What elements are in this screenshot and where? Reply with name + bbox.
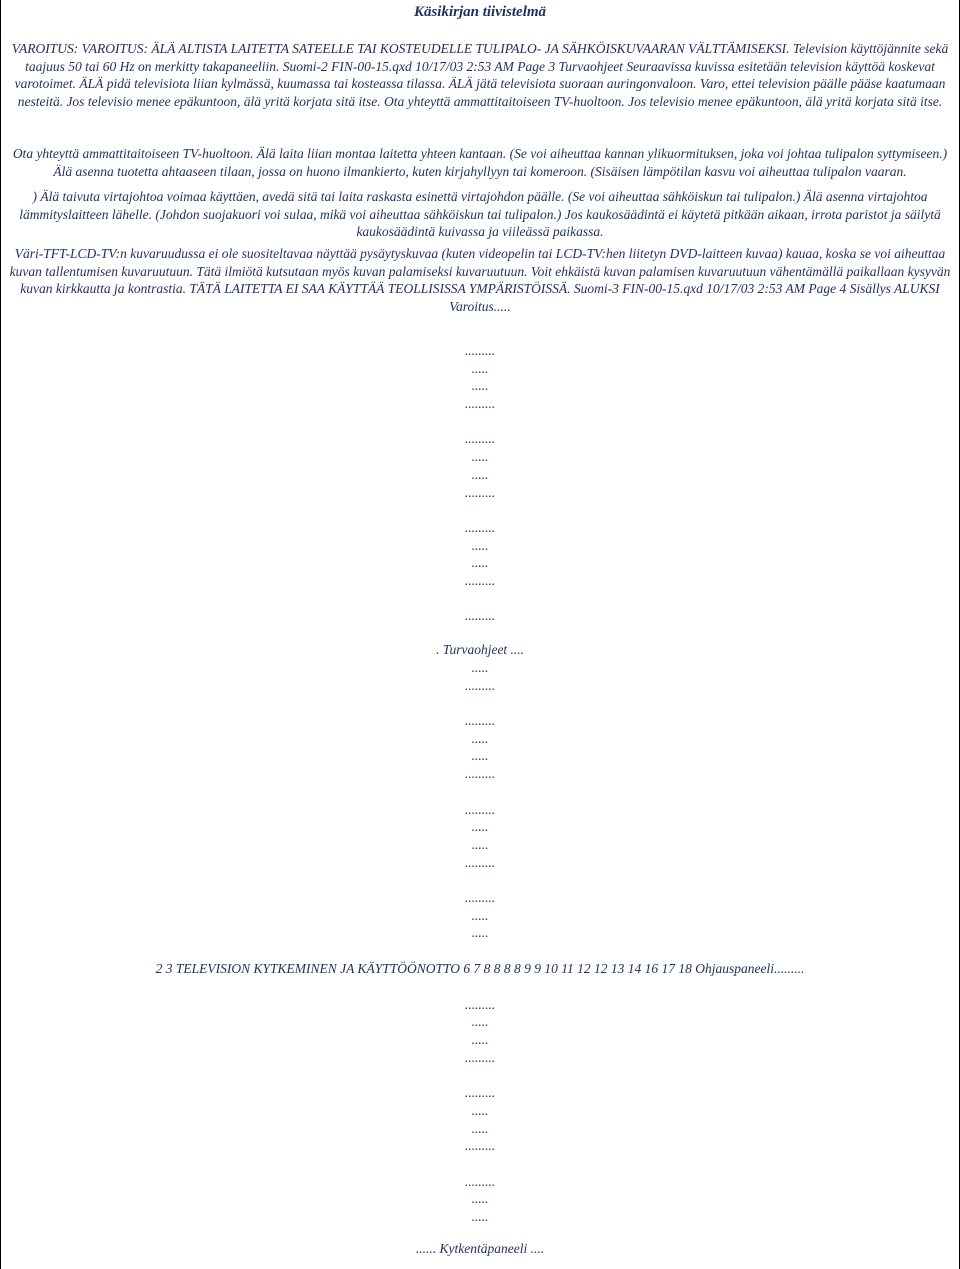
toc-dot-leader: ......... [464, 801, 496, 817]
toc-dot-leader [1, 978, 959, 996]
toc-dot-leader: ......... [464, 431, 496, 447]
toc-dot-leader [1, 1155, 959, 1173]
toc-dot-leader: ..... [471, 836, 489, 852]
paragraph-screen-burn: Väri-TFT-LCD-TV:n kuvaruudussa ei ole suositeltavaa näyttää pysäytyskuvaa (kuten videopelin tai LCD-TV:hen liitetyn DVD-laitteen kuvaa) kauaa, koska se voi aiheuttaa kuvan tallentumisen kuvaruutuun. Tätä ilmiötä kutsutaan myös kuvan palamiseksi kuvaruutuun. Voit ehkäistä kuvan palamisen kuvaruutuun vähentämällä paikallaan kysyvän kuvan kirkkautta ja kontrastia. TÄTÄ LAITETTA EI SAA KÄYTTÄÄ TEOLLISISSA YMPÄRISTÖISSÄ. Suomi-3 FIN-00-15.qxd 10/17/03 2:53 AM Page 4 Sisällys ALUKSI Varoitus..... [9, 246, 951, 314]
toc-dot-leader: ......... [464, 889, 496, 905]
toc-dot-leader: ..... [471, 466, 489, 482]
toc-dot-leader: ..... [471, 1014, 489, 1030]
toc-dot-leader: ..... [471, 907, 489, 923]
toc-dot-leader: ..... [471, 1032, 489, 1048]
toc-kytkeminen: 2 3 TELEVISION KYTKEMINEN JA KÄYTTÖÖNOTTO 6 7 8 8 8 8 9 9 10 11 12 12 13 14 16 17 18 Ohjauspaneeli......... [155, 961, 805, 976]
paragraph-ventilation: Ota yhteyttä ammattitaitoiseen TV-huoltoon. Älä laita liian montaa laitetta yhteen kantaan. (Se voi aiheuttaa kannan ylikuormituksen, joka voi johtaa tulipalon syttymiseen.) Älä asenna tuotetta ahtaaseen tilaan, jossa on huono ilmankierto, kuten kirjahyllyyn tai komeroon. (Sisäisen lämpötilan kasvu voi aiheuttaa tulipalon vaaran. [12, 146, 948, 179]
toc-dot-leader: ..... [471, 360, 489, 376]
toc-dot-leader: ......... [464, 996, 496, 1012]
toc-dot-leader: ......... [464, 519, 496, 535]
toc-dot-leader: ..... [471, 925, 489, 941]
toc-dot-leader: ..... [471, 730, 489, 746]
toc-dots-group-1 [1, 342, 959, 625]
toc-kytkentapaneeli: ...... Kytkentäpaneeli .... [415, 1241, 545, 1256]
toc-dot-leader [1, 590, 959, 608]
toc-dot-leader: ..... [471, 555, 489, 571]
toc-dots-group-2 [1, 659, 959, 942]
toc-dot-leader: ..... [471, 1120, 489, 1136]
toc-dot-leader [1, 413, 959, 431]
toc-dot-leader: ..... [471, 449, 489, 465]
toc-dot-leader: ..... [471, 1102, 489, 1118]
toc-dot-leader: ......... [464, 572, 496, 588]
toc-dot-leader [1, 871, 959, 889]
toc-dot-leader: ..... [471, 748, 489, 764]
page-title: Käsikirjan tiivistelmä [413, 4, 547, 20]
toc-dot-leader: ......... [464, 766, 496, 782]
toc-dot-leader: ......... [464, 1138, 496, 1154]
toc-turvaohjeet: . Turvaohjeet .... [435, 642, 525, 657]
toc-dot-leader: ......... [464, 1049, 496, 1065]
toc-dot-leader [1, 783, 959, 801]
toc-dot-leader: ..... [471, 378, 489, 394]
toc-dot-leader: ..... [471, 537, 489, 553]
toc-dot-leader: ......... [464, 854, 496, 870]
toc-dot-leader [1, 501, 959, 519]
toc-dot-leader: ......... [464, 343, 496, 358]
toc-dot-leader: ..... [471, 660, 489, 675]
paragraph-power-cord: ) Älä taivuta virtajohtoa voimaa käyttäen, avedä sitä tai laita raskasta esinettä virtajohdon päälle. (Se voi aiheuttaa sähköiskun tai tulipalon.) Älä asenna virtajohtoa lämmityslaitteen lähelle. (Johdon suojakuori voi sulaa, mikä voi aiheuttaa sähköiskun tai tulipalon.) Jos kaukosäädintä ei käytetä pitkään aikaan, irrota paristot ja säilytä kaukosäädintä kuivassa ja viileässä paikassa. [19, 189, 941, 240]
toc-dot-leader: ......... [464, 1173, 496, 1189]
toc-dot-leader [1, 1066, 959, 1084]
toc-dot-leader: ......... [464, 608, 496, 624]
toc-dot-leader: ..... [471, 1191, 489, 1207]
toc-dot-leader: ......... [464, 484, 496, 500]
toc-dot-leader: ..... [471, 819, 489, 835]
paragraph-warnings: VAROITUS: VAROITUS: ÄLÄ ALTISTA LAITETTA SATEELLE TAI KOSTEUDELLE TULIPALO- JA SÄHKÖISKUVAARAN VÄLTTÄMISEKSI. Television käyttöjännite sekä taajuus 50 tai 60 Hz on merkitty takapaneeliin. Suomi-2 FIN-00-15.qxd 10/17/03 2:53 AM Page 3 Turvaohjeet Seuraavissa kuvissa esitetään television käyttöä koskevat varotoimet. ÄLÄ pidä televisiota liian kylmässä, kuumassa tai kosteassa tilassa. ÄLÄ jätä televisiota suoraan auringonvaloon. Varo, ettei television päälle pääse kaatumaan nesteitä. Jos televisio menee epäkuntoon, älä yritä korjata sitä itse. Ota yhteyttä ammattitaitoiseen TV-huoltoon. Jos televisio menee epäkuntoon, älä yritä korjata sitä itse. [11, 41, 949, 109]
toc-dot-leader: ..... [471, 1208, 489, 1224]
toc-dot-leader: ......... [464, 396, 496, 412]
toc-dot-leader: ......... [464, 1085, 496, 1101]
toc-dot-leader: ......... [464, 713, 496, 729]
toc-dot-leader: ......... [464, 677, 496, 693]
toc-dot-leader [1, 694, 959, 712]
toc-dots-group-3 [1, 978, 959, 1226]
